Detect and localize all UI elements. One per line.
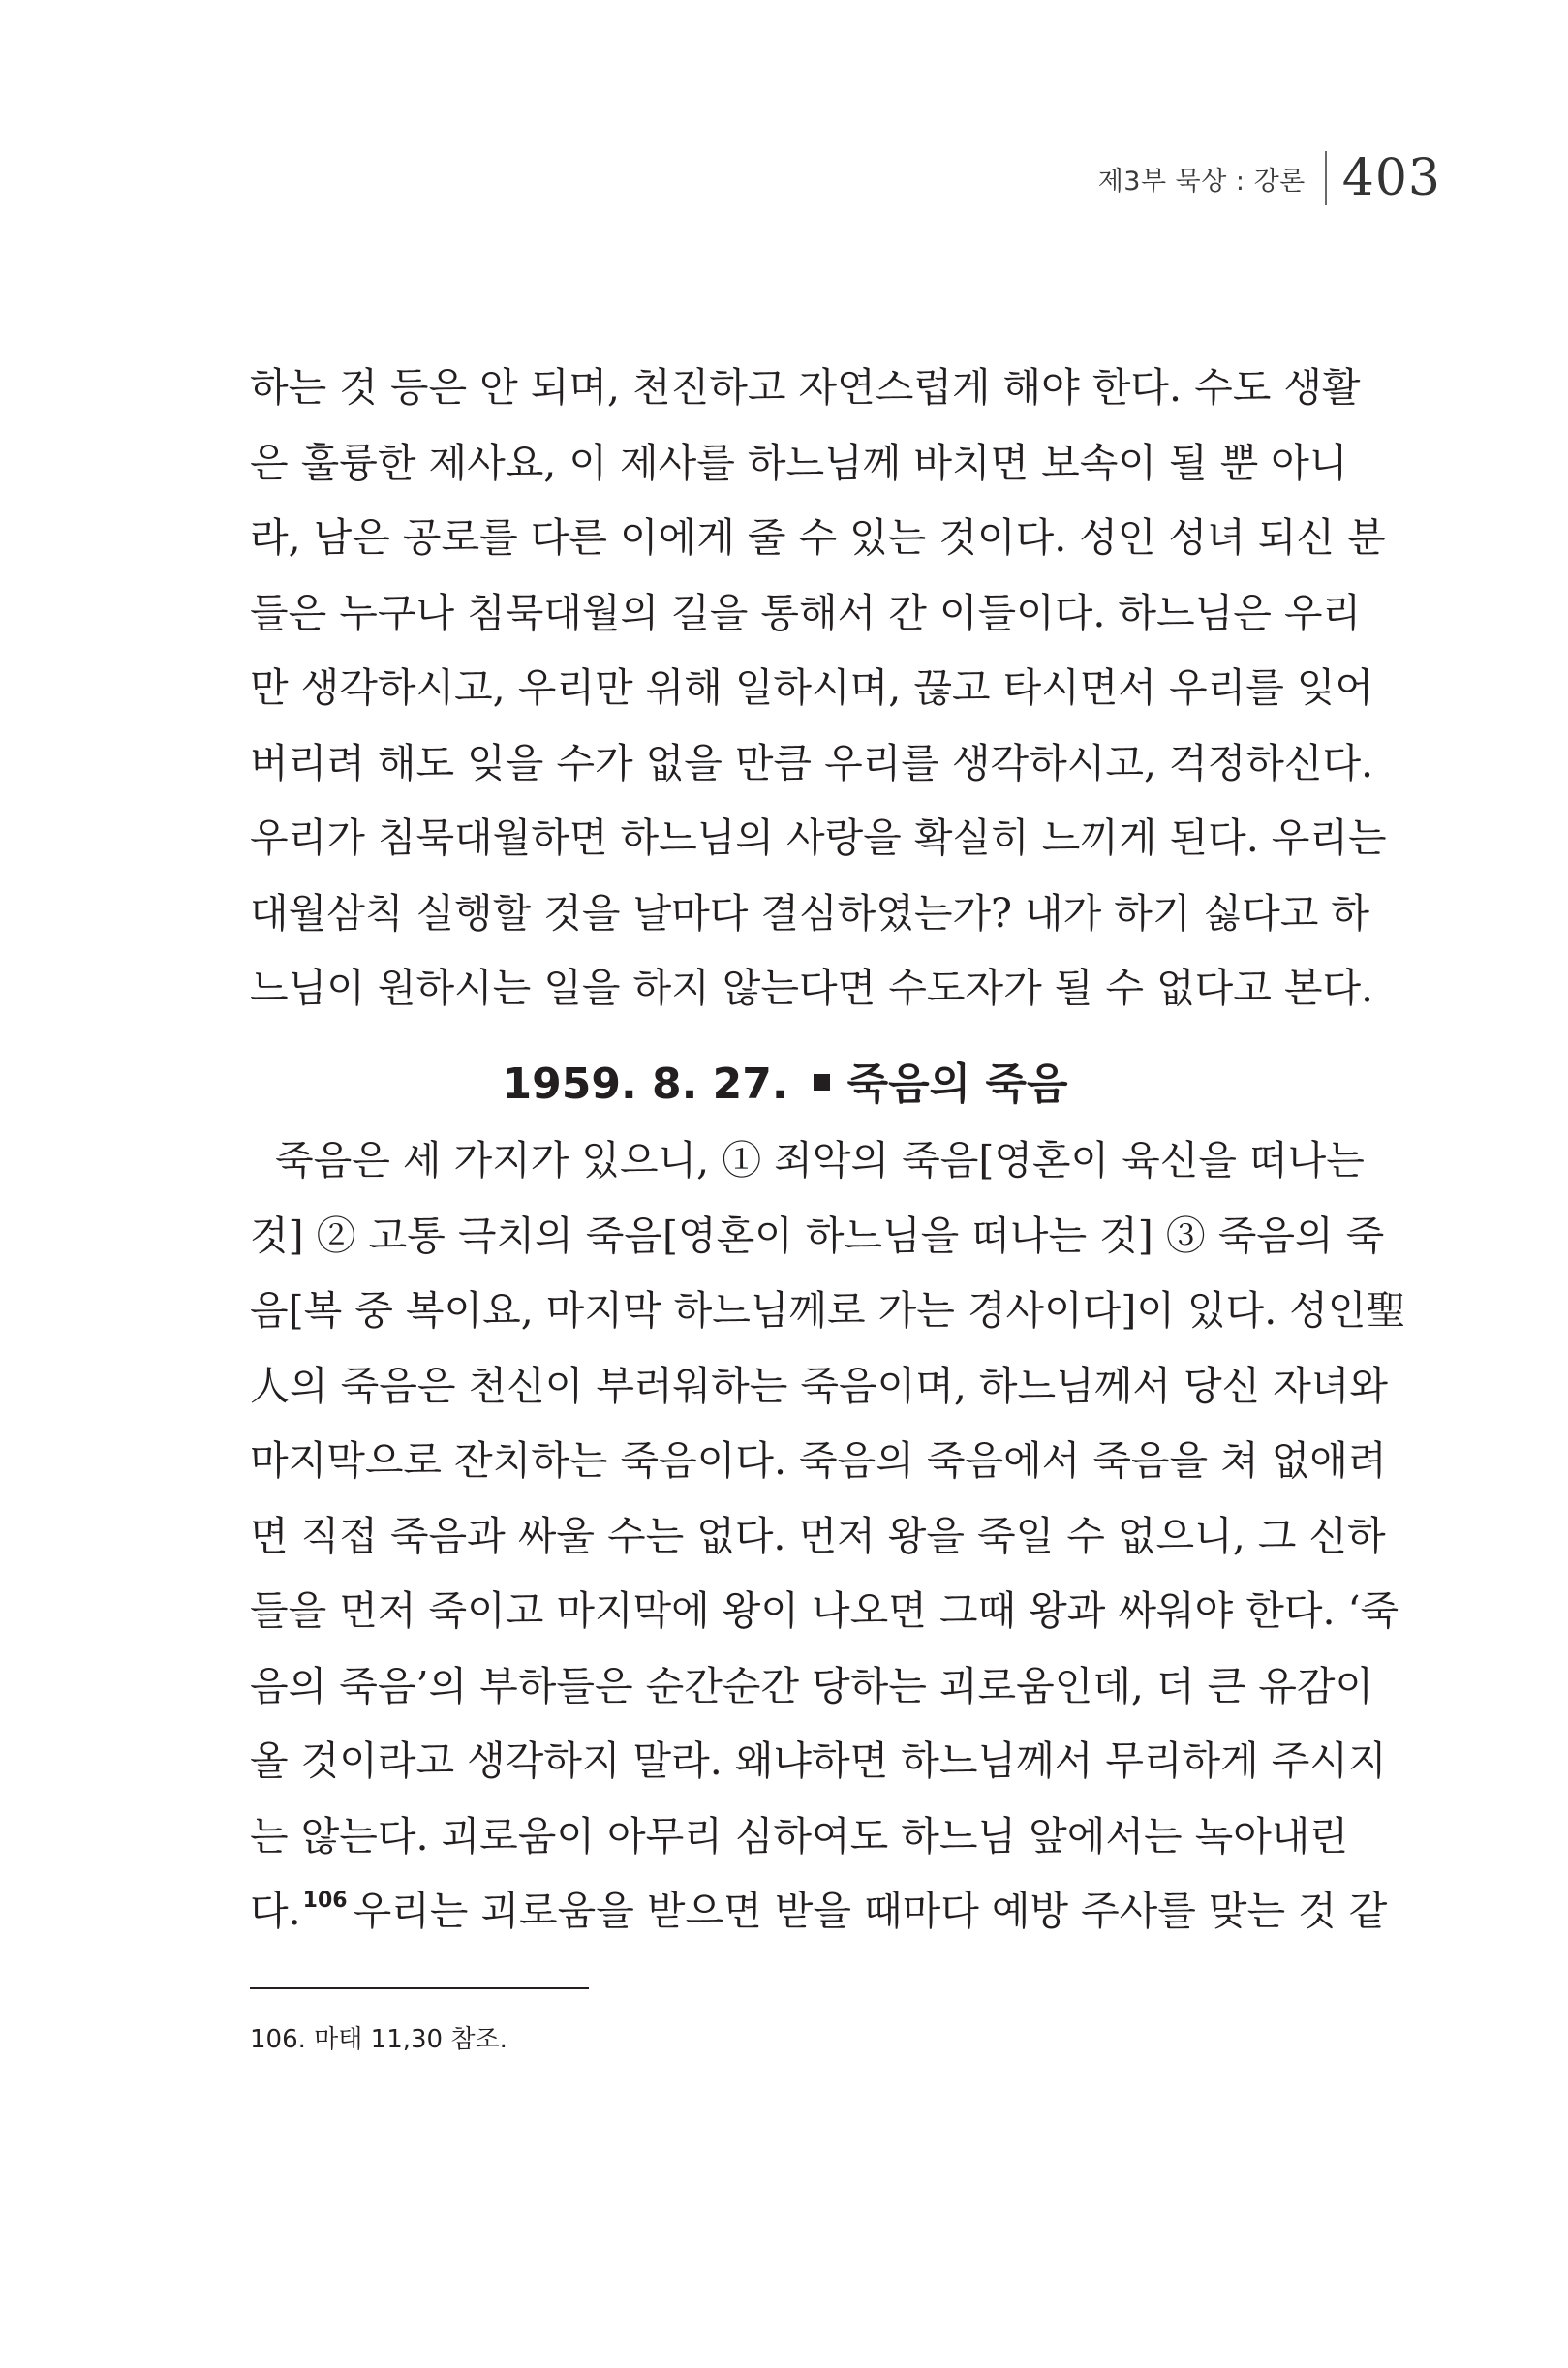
running-head-section: 제3부 묵상 : 강론 bbox=[1097, 166, 1306, 197]
text-segment: 우리는 괴로움을 받으면 받을 때마다 예방 주사를 맞는 것 같 bbox=[353, 1888, 1388, 1934]
text-line: 대월삼칙 실행할 것을 날마다 결심하였는가? 내가 하기 싫다고 하 bbox=[250, 889, 1369, 937]
footnote: 106. 마태 11,30 참조. bbox=[250, 2025, 507, 2054]
text-line: 것] ② 고통 극치의 죽음[영혼이 하느님을 떠나는 것] ③ 죽음의 죽 bbox=[250, 1212, 1385, 1259]
text-line: 버리려 해도 잊을 수가 없을 만큼 우리를 생각하시고, 걱정하신다. bbox=[250, 739, 1374, 786]
text-line: 면 직접 죽음과 싸울 수는 없다. 먼저 왕을 죽일 수 없으니, 그 신하 bbox=[250, 1512, 1386, 1559]
text-line: 올 것이라고 생각하지 말라. 왜냐하면 하느님께서 무리하게 주시지 bbox=[250, 1738, 1387, 1784]
text-line: 라, 남은 공로를 다른 이에게 줄 수 있는 것이다. 성인 성녀 되신 분 bbox=[250, 514, 1386, 561]
text-line: 마지막으로 잔치하는 죽음이다. 죽음의 죽음에서 죽음을 쳐 없애려 bbox=[250, 1437, 1387, 1484]
footnote-divider bbox=[250, 1987, 589, 1989]
text-line: 우리가 침묵대월하면 하느님의 사랑을 확실히 느끼게 된다. 우리는 bbox=[250, 815, 1387, 861]
text-line: 음[복 중 복이요, 마지막 하느님께로 가는 경사이다]이 있다. 성인聖 bbox=[250, 1287, 1406, 1334]
text-line: 음의 죽음’의 부하들은 순간순간 당하는 괴로움인데, 더 큰 유감이 bbox=[250, 1662, 1374, 1709]
heading-title: 죽음의 죽음 bbox=[846, 1060, 1068, 1109]
text-line: 人의 죽음은 천신이 부러워하는 죽음이며, 하느님께서 당신 자녀와 bbox=[250, 1362, 1389, 1409]
heading-date: 1959. 8. 27. bbox=[502, 1060, 788, 1109]
square-bullet-icon bbox=[814, 1074, 830, 1091]
text-line: 죽음은 세 가지가 있으니, ① 죄악의 죽음[영혼이 육신을 떠나는 bbox=[275, 1137, 1365, 1184]
paragraph-1 bbox=[250, 351, 1387, 1027]
running-head bbox=[1098, 149, 1441, 207]
footnote-marker[interactable]: 106 bbox=[302, 1889, 348, 1913]
text-line-with-footnote bbox=[250, 1874, 1388, 1950]
text-line: 만 생각하시고, 우리만 위해 일하시며, 끊고 타시면서 우리를 잊어 bbox=[250, 664, 1374, 711]
text-line: 느님이 원하시는 일을 하지 않는다면 수도자가 될 수 없다고 본다. bbox=[250, 965, 1374, 1011]
text-segment: 다. bbox=[250, 1888, 301, 1934]
page-number: 403 bbox=[1341, 149, 1441, 207]
running-head-divider bbox=[1325, 151, 1327, 205]
text-line: 은 훌륭한 제사요, 이 제사를 하느님께 바치면 보속이 될 뿐 아니 bbox=[250, 439, 1348, 486]
text-line: 는 않는다. 괴로움이 아무리 심하여도 하느님 앞에서는 녹아내린 bbox=[250, 1812, 1349, 1860]
section-heading bbox=[250, 1051, 1320, 1119]
text-line: 들은 누구나 침묵대월의 길을 통해서 간 이들이다. 하느님은 우리 bbox=[250, 589, 1362, 636]
text-line: 하는 것 등은 안 되며, 천진하고 자연스럽게 해야 한다. 수도 생활 bbox=[250, 364, 1361, 411]
paragraph-2 bbox=[250, 1123, 1406, 1950]
text-line: 들을 먼저 죽이고 마지막에 왕이 나오면 그때 왕과 싸워야 한다. ‘죽 bbox=[250, 1587, 1399, 1634]
